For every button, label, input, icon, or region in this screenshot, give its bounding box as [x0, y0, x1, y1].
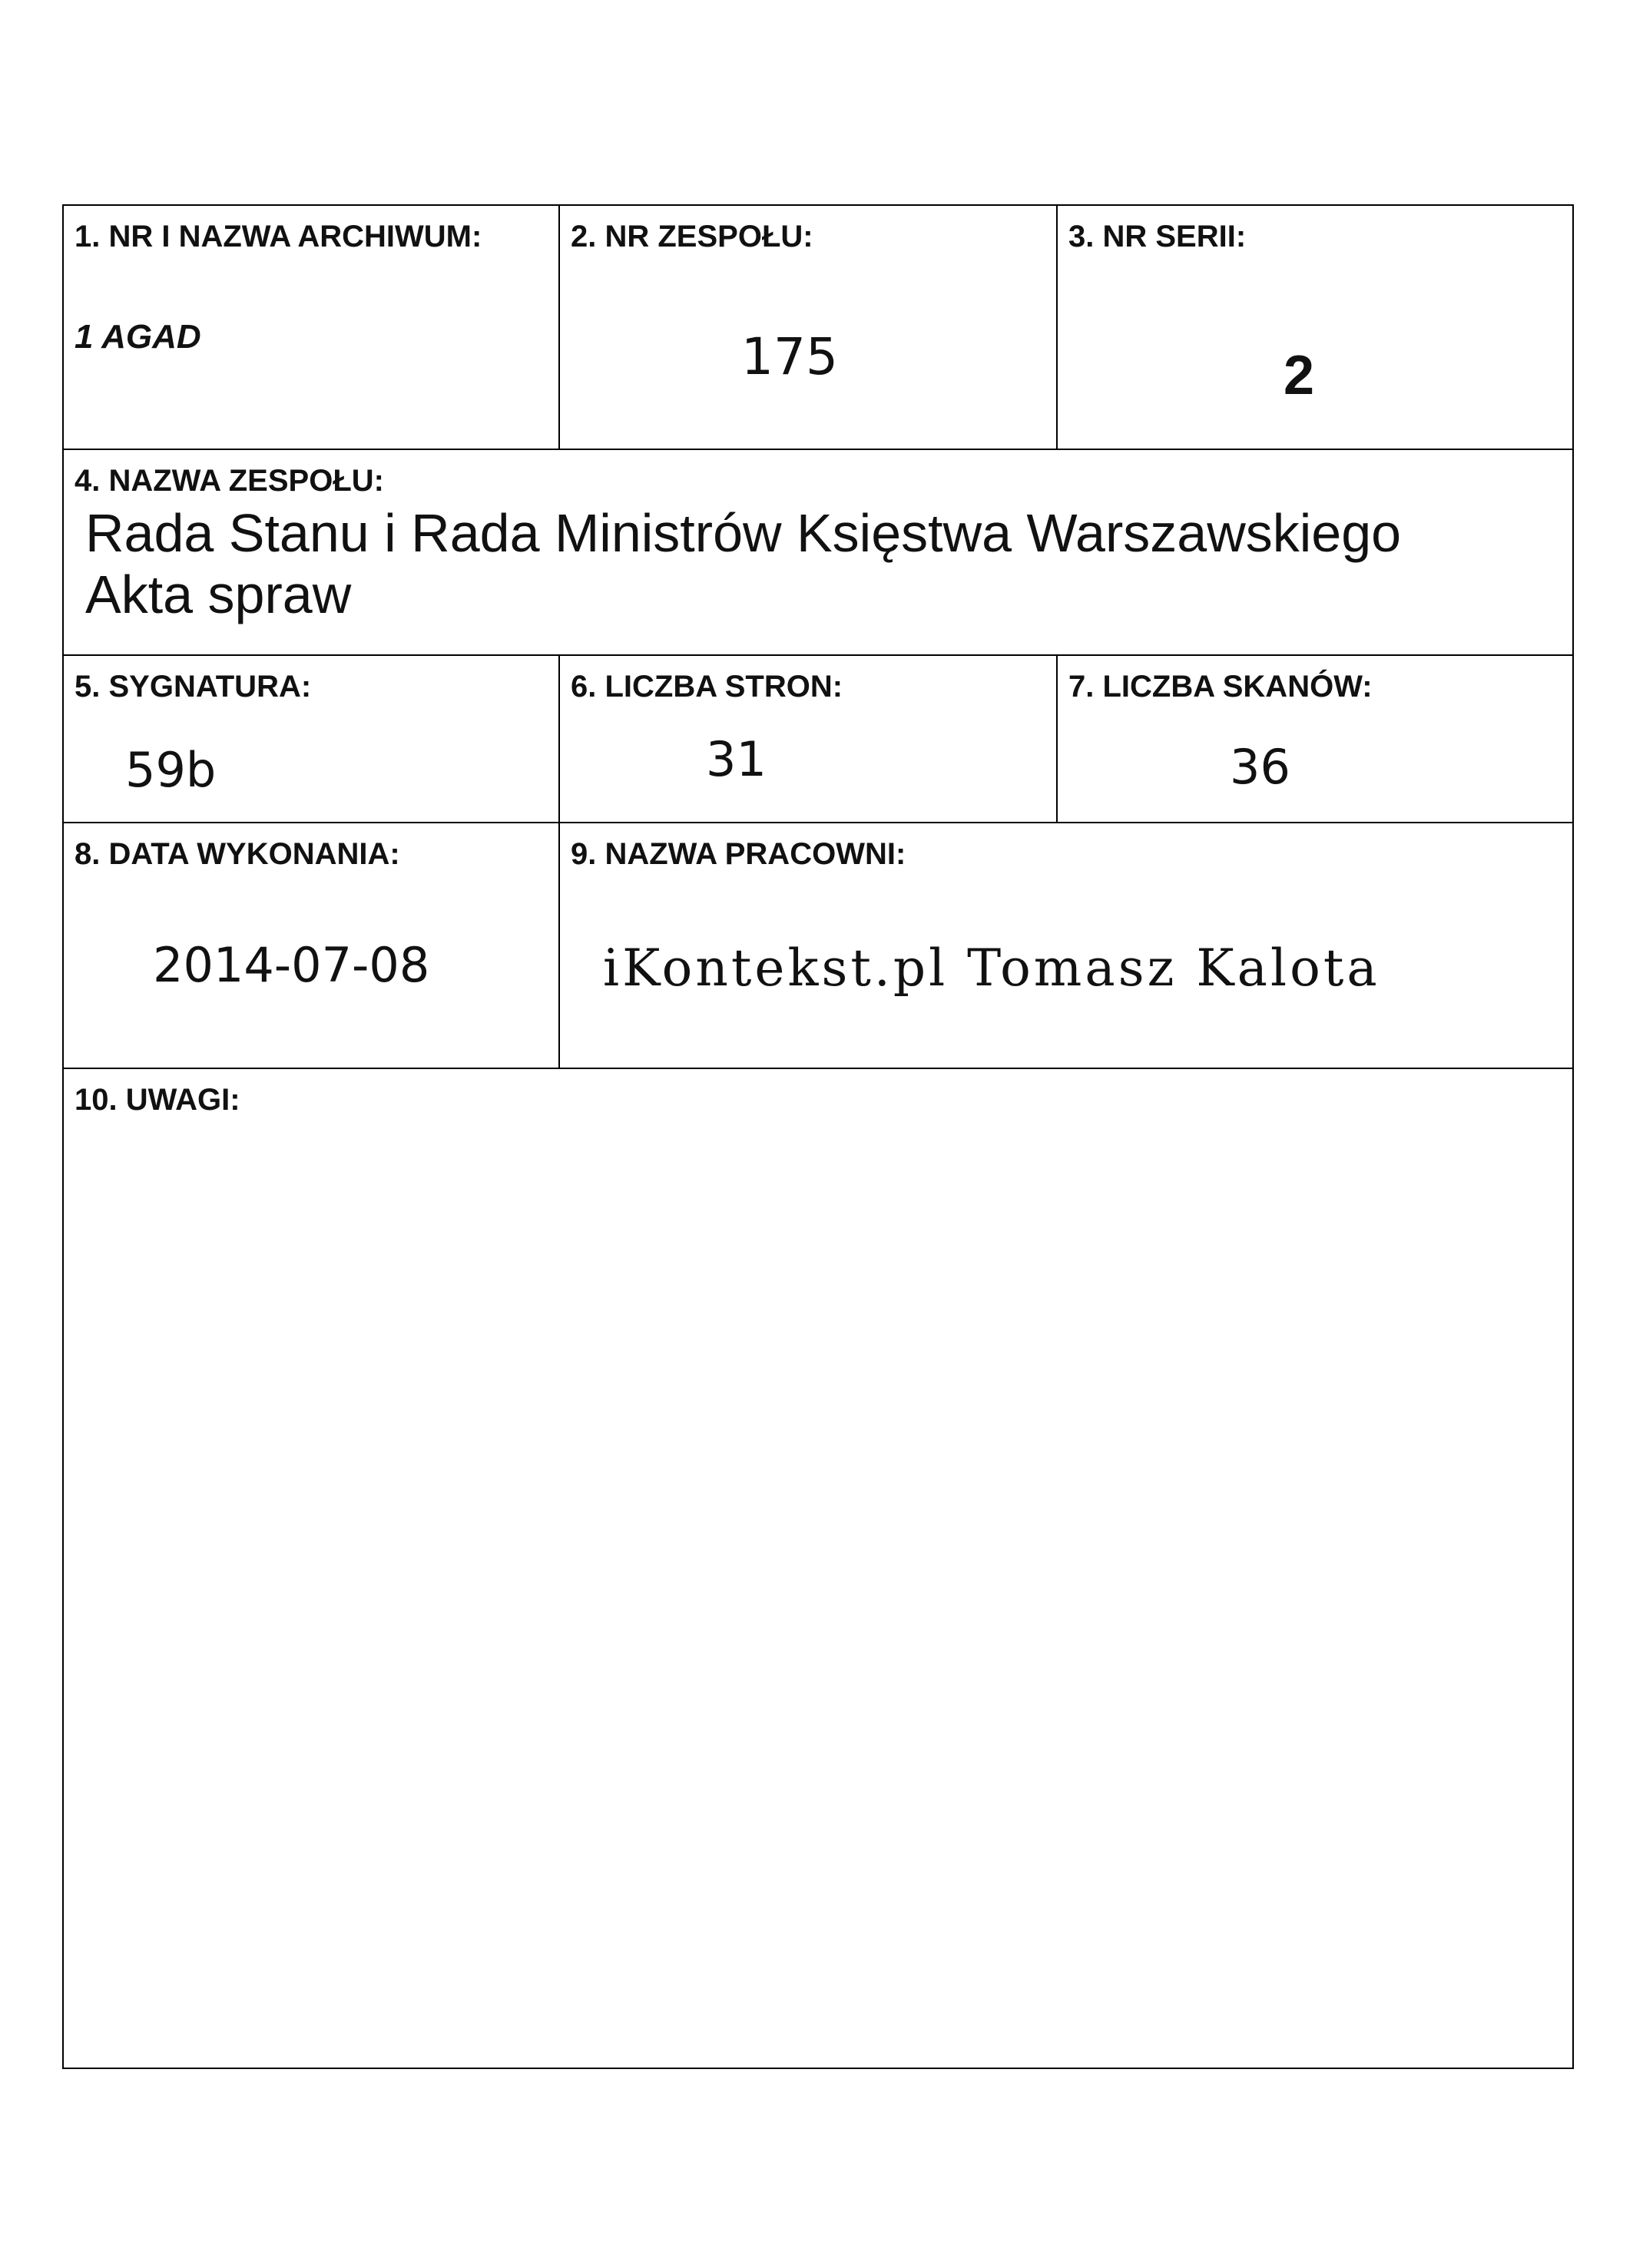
signature-value: 59b: [125, 742, 217, 798]
fond-number-cell: [560, 206, 1058, 450]
archive-label: 1. NR I NAZWA ARCHIWUM:: [75, 220, 482, 253]
scan-count-label: 7. LICZBA SKANÓW:: [1068, 670, 1373, 704]
scan-count-cell: [1058, 656, 1572, 823]
series-number-label: 3. NR SERII:: [1068, 220, 1247, 253]
scan-count-value: 36: [1230, 739, 1290, 795]
fond-number-value: 175: [741, 327, 838, 386]
archive-metadata-card: [62, 204, 1574, 2069]
signature-label: 5. SYGNATURA:: [75, 670, 312, 704]
page-count-cell: [560, 656, 1058, 823]
signature-cell: [64, 656, 560, 823]
remarks-cell: [64, 1069, 1572, 2068]
fond-name-line-2: Akta spraw: [85, 565, 352, 624]
series-number-value: 2: [1284, 345, 1315, 406]
archive-cell: [64, 206, 560, 450]
date-cell: [64, 823, 560, 1069]
series-number-cell: [1058, 206, 1572, 450]
fond-name-cell: [64, 450, 1572, 656]
page-count-value: 31: [706, 731, 767, 787]
fond-number-label: 2. NR ZESPOŁU:: [571, 220, 813, 253]
fond-name-line-1: Rada Stanu i Rada Ministrów Księstwa Warszawskiego: [85, 503, 1402, 563]
page-count-label: 6. LICZBA STRON:: [571, 670, 843, 704]
remarks-label: 10. UWAGI:: [75, 1083, 240, 1117]
fond-name-label: 4. NAZWA ZESPOŁU:: [75, 464, 384, 498]
workshop-label: 9. NAZWA PRACOWNI:: [571, 837, 906, 871]
workshop-value: iKontekst.pl Tomasz Kalota: [603, 939, 1380, 998]
date-value: 2014-07-08: [153, 937, 430, 993]
date-label: 8. DATA WYKONANIA:: [75, 837, 400, 871]
workshop-cell: [560, 823, 1572, 1069]
archive-value: 1 AGAD: [75, 318, 201, 356]
